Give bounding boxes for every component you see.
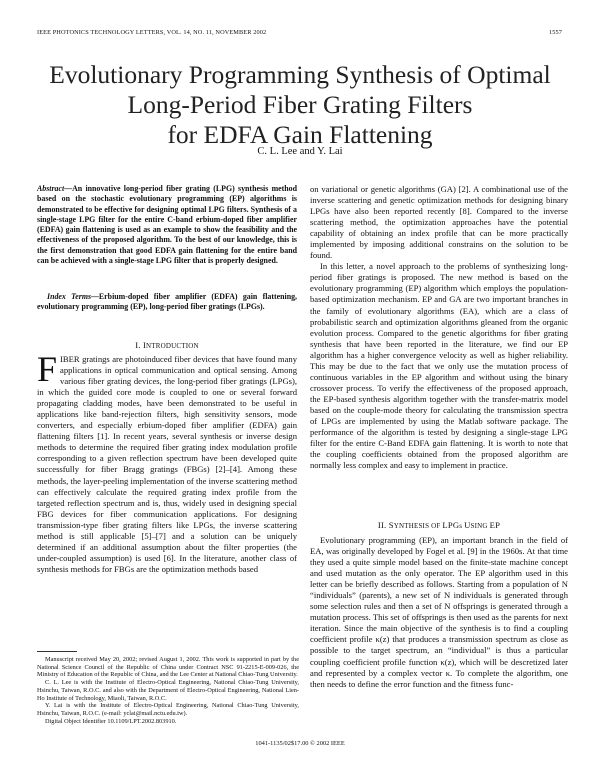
heading-cap: S xyxy=(388,520,394,530)
abstract-lead: Abstract xyxy=(37,184,65,193)
footnote-rule xyxy=(37,651,77,652)
heading-cap: I xyxy=(142,340,147,350)
section-heading-synthesis xyxy=(310,520,568,530)
footnote: C. L. Lee is with the Institute of Electro-Optical Engineering, National Chiao-Tung University, Hsinchu, Taiwan, R.O.C. and also with the Department of Electro-Optical Engineering, National Lien-Ho Institute of Technology, Miaoli, Taiwan, R.O.C. xyxy=(37,679,299,702)
authors: C. L. Lee and Y. Lai xyxy=(257,146,343,157)
paragraph: Evolutionary programming (EP), an important branch in the field of EA, was originally developed by Fogel et al. [9] in the 1960s. At that time they used a quite simple model based on the finite-state machine concept and used mutation as the only operator. The EP algorithm used in this letter can be briefly described as follows. Starting from a population of N “individuals” (parents), a new set of N individuals is generated through some selection rules and then a set of N offsprings is generated through a mutation process. This set of offsprings is then used as the parents for next iteration. Since the main objective of the synthesis is to find a coupling coefficient profile κ(z) that produces a transmission spectrum as close as possible to the target spectrum, an “individual” is thus a particular coupling coefficient profile function κ(z), which will be descretized later and represented by a complex vector κ. To complete the algorithm, one then needs to define the error function and the fitness func- xyxy=(310,535,568,689)
index-terms-lead: Index Terms xyxy=(47,292,92,301)
title-line: Evolutionary Programming Synthesis of Optimal xyxy=(49,60,551,89)
heading-smallcaps: NTRODUCTION xyxy=(146,342,199,350)
heading-smallcaps: SING xyxy=(470,522,490,530)
abstract-text: —An innovative long-period fiber grating (LPG) synthesis method based on the stochastic evolutionary programming (EP) algorithms is demonstrated to be effective for designing optimal LPG filters. Synthesis of a single-stage LPG filter for the entire C-band erbium-doped fiber amplifier (EDFA) gain flattening is used as an example to show the feasibility and the effectiveness of the proposed algorithm. To the best of our knowledge, this is the first demonstration that good EDFA gain flattening for the entire band can be achieved with a single-stage LPG filter that is properly designed. xyxy=(37,184,297,266)
heading-cap: LPG xyxy=(442,520,460,530)
footnote: Y. Lai is with the Institute of Electro-Optical Engineering, National Chiao-Tung University, Hsinchu, Taiwan, R.O.C. (e-mail: yclai@mail.nctu.edu.tw). xyxy=(37,702,299,717)
footnotes xyxy=(37,656,299,725)
right-column-text xyxy=(310,184,568,471)
heading-number: I. xyxy=(135,340,143,350)
abstract xyxy=(37,184,297,266)
intro-paragraph: IBER gratings are photoinduced fiber devices that have found many applications in optical communication and optical sensing. Among various fiber grating devices, the long-period fiber gratings (LPGs), in which the guided core mode is coupled to one or several forward propagating cladding modes, have been demonstrated to be useful in applications like band-rejection filters, high sensitivity sensors, mode converters, and especially erbium-doped fiber amplifier (EDFA) gain flattening filters [1]. In recent years, several synthesis or inverse design methods to determine the required fiber grating index modulation profile corresponding to a given reflection spectrum have been developed quite successfully for fiber Bragg gratings (FBGs) [2]–[4]. Among these methods, the layer-peeling implementation of the inverse scattering method can effectively calculate the required grating index profile from the targeted reflection spectrum and is, thus, widely used in designing special FBG devices for fiber communication applications. For designing transmission-type fiber grating filters like LPGs, the inverse scattering method is still applicable [5]–[7] and a solution can be uniquely determined if an additional assumption about the filter properties (the under-coupled assumption) is used [6]. In the literature, another class of synthesis methods for FBGs are the optimization methods based xyxy=(37,354,297,574)
journal-header: IEEE PHOTONICS TECHNOLOGY LETTERS, VOL. 14, NO. 11, NOVEMBER 2002 xyxy=(37,29,267,36)
index-terms-text: —Erbium-doped fiber amplifier (EDFA) gain flattening, evolutionary programming (EP), long-period fiber gratings (LPGs). xyxy=(37,292,298,312)
title-line: for EDFA Gain Flattening xyxy=(167,120,433,149)
section2-text xyxy=(310,535,568,690)
title-line: Long-Period Fiber Grating Filters xyxy=(127,90,473,119)
drop-cap: F xyxy=(37,349,58,389)
introduction-text xyxy=(37,349,297,575)
footnote: Manuscript received May 20, 2002; revised August 1, 2002. This work is supported in part by the National Science Council of the Republic of China under Contract NSC 91-2215-E-009-026, the Ministry of Education of the Republic of China, and the Lee Center at National Chiao-Tung University. xyxy=(37,656,299,679)
heading-number: II. xyxy=(377,520,389,530)
heading-cap: EP xyxy=(489,520,501,530)
heading-smallcaps: s xyxy=(459,522,465,530)
copyright-footer: 1041-1135/02$17.00 © 2002 IEEE xyxy=(255,740,345,747)
section-heading-introduction xyxy=(37,340,297,350)
page-number: 1557 xyxy=(549,29,562,36)
paragraph: In this letter, a novel approach to the problems of synthesizing long-period fiber gratings is proposed. The new method is based on the evolutionary programming (EP) algorithm which employs the population-based optimization mechanism. EP and GA are two important branches in the family of evolutionary algorithms (EA), which are a class of probabilistic search and optimization algorithms gleaned from the organic evolution process. Compared to the genetic algorithms for fiber grating synthesis that have been reported in the literature, we find our EP algorithm has a higher convergence velocity as well as higher reliability. This may be due to the fact that we only use the mutation process of continuous variables in the EP algorithm and without using the binary crossover process. To verify the effectiveness of the proposed approach, the EP-based synthesis algorithm together with the transfer-matrix model based on the couple-mode theory for calculating the transmission spectra of LPGs are implemented by using the Matlab software package. The performance of the algorithm is tested by designing a single-stage LPG filter for the entire C-Band EDFA gain flattening. It is worth to note that the coupling coefficients obtained from the proposed algorithm are normally less complex and easy to implement in practice. xyxy=(310,261,568,471)
heading-smallcaps: YNTHESIS OF xyxy=(393,522,443,530)
paper-title xyxy=(0,60,600,150)
index-terms xyxy=(37,292,297,313)
heading-cap: U xyxy=(464,520,471,530)
paragraph: on variational or genetic algorithms (GA) [2]. A combinational use of the inverse scattering and genetic optimization methods for designing binary LPGs have also been reported recently [8]. Compared to the inverse scattering method, the optimization approaches have the potential capability of obtaining an index profile that can be more practically implemented by imposing additional constrains on the solution to be found. xyxy=(310,184,568,261)
footnote: Digital Object Identifier 10.1109/LPT.2002.803910. xyxy=(45,717,177,725)
